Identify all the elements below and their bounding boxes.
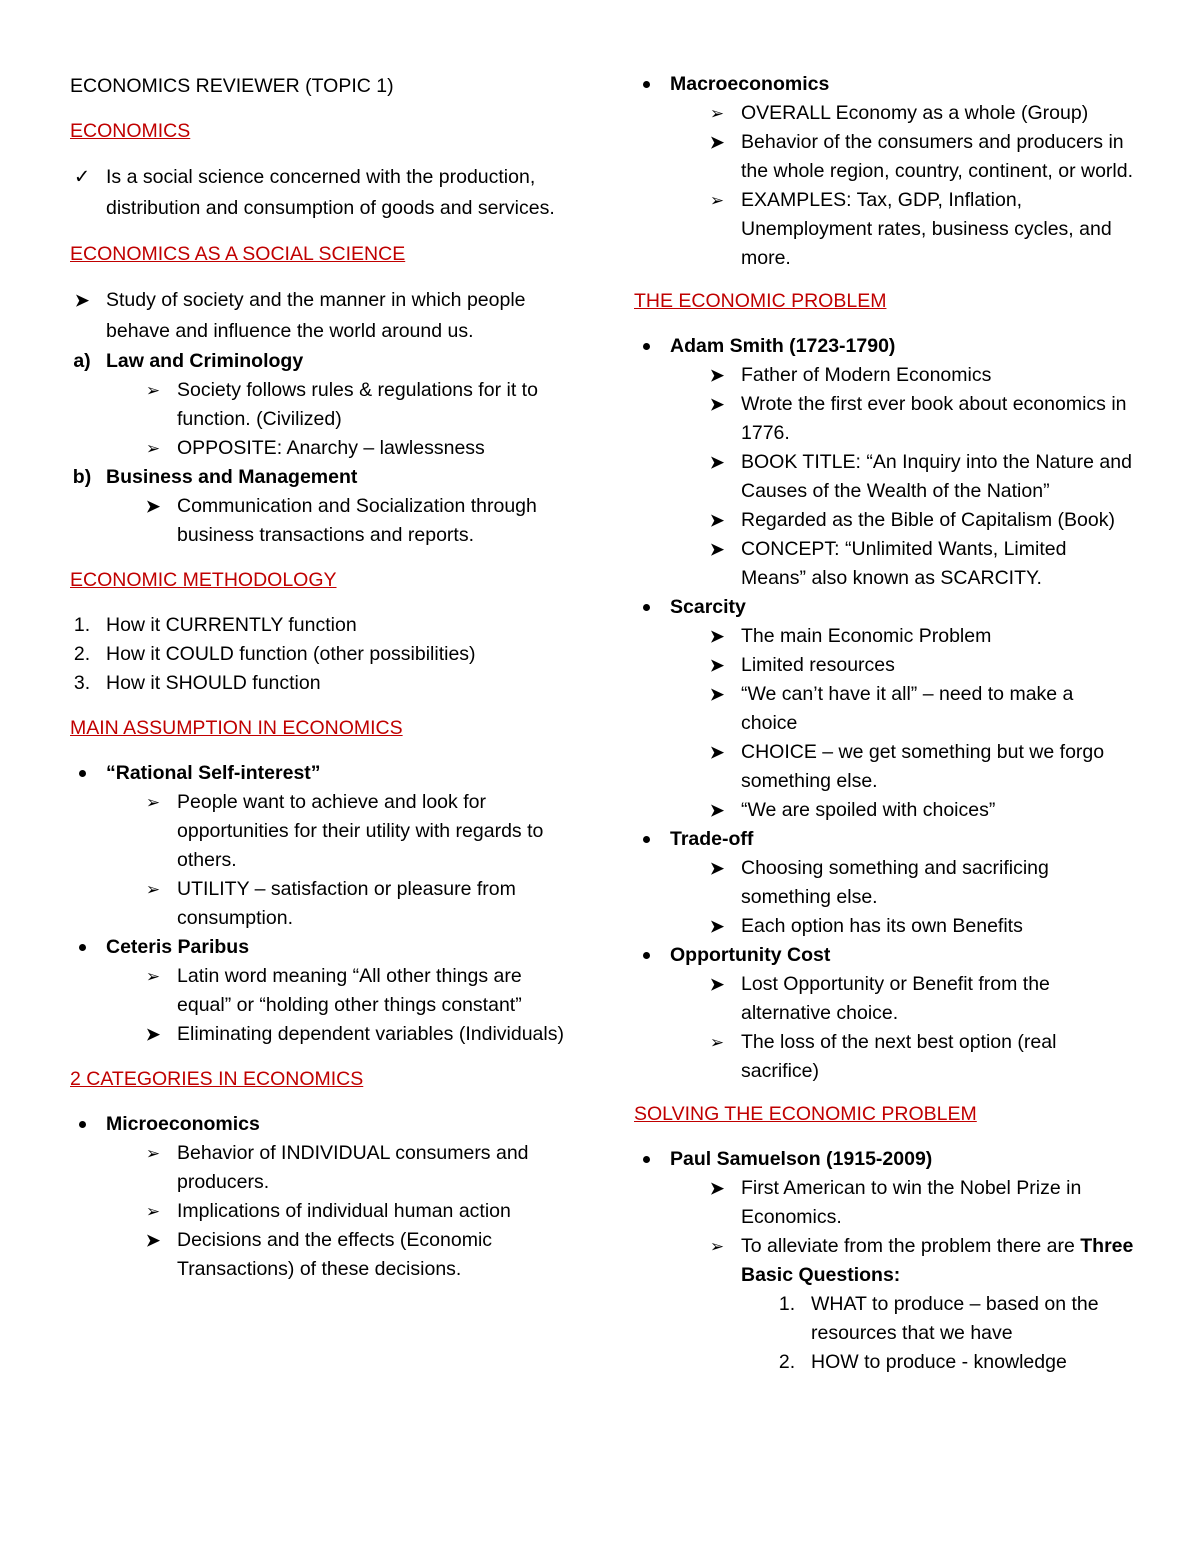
bullet-dot-icon (634, 941, 658, 959)
list-item: ➤ Eliminating dependent variables (Individuals) (70, 1020, 570, 1049)
arrow-bullet-icon: ➤ (709, 1179, 725, 1198)
alpha-marker: a) (73, 350, 91, 372)
left-column (70, 70, 570, 1284)
bullet-dot-icon (634, 825, 658, 843)
list-item: Microeconomics (70, 1110, 570, 1139)
bullet-dot-icon (634, 593, 658, 611)
list-item: Ceteris Paribus (70, 933, 570, 962)
list-item: 1. WHAT to produce – based on the resources that we have (634, 1290, 1134, 1348)
arrow-bullet-icon: ➢ (709, 1033, 725, 1052)
checkmark-icon: ✓ (73, 166, 91, 188)
arrow-bullet-icon: ➤ (709, 627, 725, 646)
arrow-bullet-icon: ➤ (709, 917, 725, 936)
arrow-bullet-icon: ➢ (145, 967, 161, 986)
list-item: 3. How it SHOULD function (70, 669, 570, 698)
arrow-bullet-icon: ➢ (709, 1237, 725, 1256)
list-item: ➤ The main Economic Problem (634, 622, 1134, 651)
social-science-intro: ➤ Study of society and the manner in which people behave and influence the world around us. (70, 285, 570, 347)
list-item: ➢ Behavior of INDIVIDUAL consumers and producers. (70, 1139, 570, 1197)
arrow-bullet-icon: ➤ (709, 366, 725, 385)
arrow-bullet-icon: ➢ (145, 880, 161, 899)
list-item: ➤ First American to win the Nobel Prize in Economics. (634, 1174, 1134, 1232)
list-item: Trade-off (634, 825, 1134, 854)
heading-categories: 2 CATEGORIES IN ECONOMICS (70, 1068, 364, 1090)
heading-assumption: MAIN ASSUMPTION IN ECONOMICS (70, 717, 403, 739)
list-item: 1. How it CURRENTLY function (70, 611, 570, 640)
arrow-bullet-icon: ➢ (145, 381, 161, 400)
arrow-bullet-icon: ➢ (145, 1144, 161, 1163)
arrow-bullet-icon: ➤ (709, 511, 725, 530)
list-item: 2. How it COULD function (other possibilities) (70, 640, 570, 669)
list-item: Adam Smith (1723-1790) (634, 332, 1134, 361)
list-item: ➤ Behavior of the consumers and producers in the whole region, country, continent, or world. (634, 128, 1134, 186)
alpha-marker: b) (72, 466, 92, 488)
economics-definition: ✓ Is a social science concerned with the production, distribution and consumption of goods and services. (70, 162, 570, 224)
arrow-bullet-icon: ➢ (709, 191, 725, 210)
list-item: ➢ People want to achieve and look for opportunities for their utility with regards to others. (70, 788, 570, 875)
list-item: ➤ CONCEPT: “Unlimited Wants, Limited Means” also known as SCARCITY. (634, 535, 1134, 593)
arrow-bullet-icon: ➢ (709, 104, 725, 123)
document-title: ECONOMICS REVIEWER (TOPIC 1) (70, 75, 394, 97)
number-marker: 1. (73, 614, 91, 636)
arrow-bullet-icon: ➤ (145, 1025, 161, 1044)
list-item: ➤ Father of Modern Economics (634, 361, 1134, 390)
list-item: ➢ To alleviate from the problem there are Three Basic Questions: (634, 1232, 1134, 1290)
arrow-bullet-icon: ➤ (709, 133, 725, 152)
arrow-bullet-icon: ➤ (709, 859, 725, 878)
list-item: ➤ Lost Opportunity or Benefit from the alternative choice. (634, 970, 1134, 1028)
list-item: ➤ “We can’t have it all” – need to make a choice (634, 680, 1134, 738)
list-item: ➤ Choosing something and sacrificing something else. (634, 854, 1134, 912)
list-item: ➤ Regarded as the Bible of Capitalism (Book) (634, 506, 1134, 535)
arrow-bullet-icon: ➤ (145, 497, 161, 516)
list-item: ➤ Limited resources (634, 651, 1134, 680)
heading-economics: ECONOMICS (70, 120, 191, 142)
list-item: ➢ EXAMPLES: Tax, GDP, Inflation, Unemployment rates, business cycles, and more. (634, 186, 1134, 273)
arrow-bullet-icon: ➤ (145, 1231, 161, 1250)
arrow-bullet-icon: ➤ (709, 801, 725, 820)
arrow-bullet-icon: ➤ (709, 743, 725, 762)
right-column (634, 70, 1134, 1377)
bullet-dot-icon (70, 759, 94, 777)
bullet-dot-icon (634, 332, 658, 350)
list-item: ➢ Latin word meaning “All other things are equal” or “holding other things constant” (70, 962, 570, 1020)
arrow-bullet-icon: ➢ (145, 1202, 161, 1221)
list-item: Opportunity Cost (634, 941, 1134, 970)
list-item: Macroeconomics (634, 70, 1134, 99)
heading-solving-problem: SOLVING THE ECONOMIC PROBLEM (634, 1103, 977, 1125)
arrow-bullet-icon: ➤ (709, 395, 725, 414)
arrow-bullet-icon: ➤ (74, 291, 90, 310)
list-item: ➢ Implications of individual human action (70, 1197, 570, 1226)
list-item: 2. HOW to produce - knowledge (634, 1348, 1134, 1377)
heading-social-science: ECONOMICS AS A SOCIAL SCIENCE (70, 243, 406, 265)
number-marker: 2. (73, 643, 91, 665)
heading-economic-problem: THE ECONOMIC PROBLEM (634, 290, 887, 312)
arrow-bullet-icon: ➤ (709, 453, 725, 472)
number-marker: 2. (778, 1351, 796, 1373)
list-item: “Rational Self-interest” (70, 759, 570, 788)
bullet-dot-icon (634, 70, 658, 88)
list-item: Paul Samuelson (1915-2009) (634, 1145, 1134, 1174)
list-item: ➤ CHOICE – we get something but we forgo something else. (634, 738, 1134, 796)
arrow-bullet-icon: ➤ (709, 975, 725, 994)
arrow-bullet-icon: ➤ (709, 656, 725, 675)
arrow-bullet-icon: ➢ (145, 439, 161, 458)
list-item: a) Law and Criminology (70, 347, 570, 376)
list-item: ➤ Wrote the first ever book about economics in 1776. (634, 390, 1134, 448)
arrow-bullet-icon: ➤ (709, 685, 725, 704)
list-item: ➤ BOOK TITLE: “An Inquiry into the Nature and Causes of the Wealth of the Nation” (634, 448, 1134, 506)
bullet-dot-icon (634, 1145, 658, 1163)
list-item: Scarcity (634, 593, 1134, 622)
heading-methodology: ECONOMIC METHODOLOGY (70, 569, 337, 591)
number-marker: 1. (778, 1293, 796, 1315)
bullet-dot-icon (70, 933, 94, 951)
list-item: ➤ Decisions and the effects (Economic Transactions) of these decisions. (70, 1226, 570, 1284)
list-item: ➢ UTILITY – satisfaction or pleasure from consumption. (70, 875, 570, 933)
list-item: ➢ Society follows rules & regulations for it to function. (Civilized) (70, 376, 570, 434)
list-item: ➢ The loss of the next best option (real sacrifice) (634, 1028, 1134, 1086)
list-item: ➤ Each option has its own Benefits (634, 912, 1134, 941)
list-item: ➢ OVERALL Economy as a whole (Group) (634, 99, 1134, 128)
list-item: ➢ OPPOSITE: Anarchy – lawlessness (70, 434, 570, 463)
number-marker: 3. (73, 672, 91, 694)
bullet-dot-icon (70, 1110, 94, 1128)
arrow-bullet-icon: ➤ (709, 540, 725, 559)
list-item: ➤ “We are spoiled with choices” (634, 796, 1134, 825)
list-item: b) Business and Management (70, 463, 570, 492)
list-item: ➤ Communication and Socialization through business transactions and reports. (70, 492, 570, 550)
arrow-bullet-icon: ➢ (145, 793, 161, 812)
